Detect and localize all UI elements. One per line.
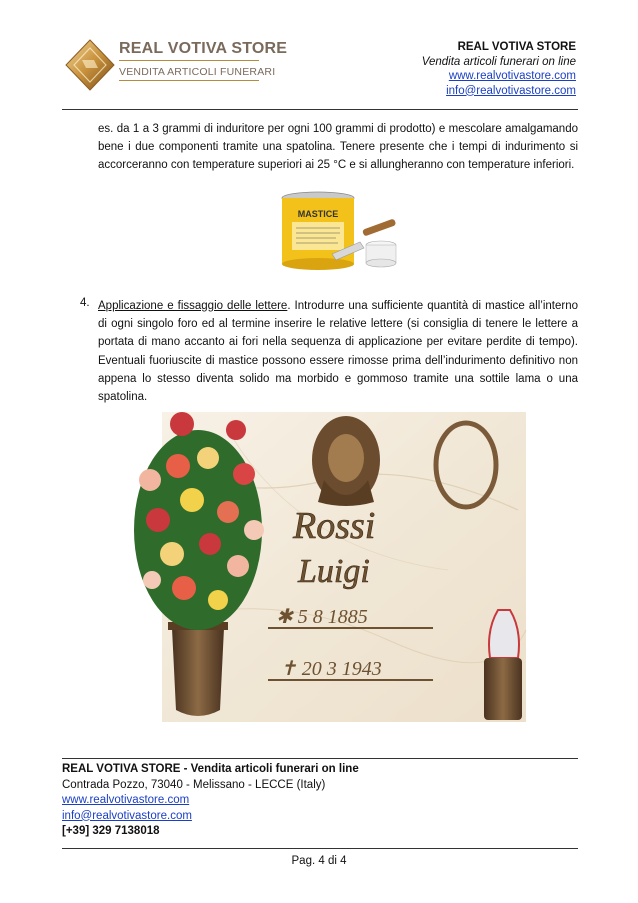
plaque-surname: Rossi [293,505,376,547]
header-website-link[interactable]: www.realvotivastore.com [448,70,576,82]
step-text: . Introdurre una sufficiente quantità di mastice all’interno di ogni singolo foro ed al termine inserire le relative lettere (si consiglia di tenere le lettere a portata di mano accanto ai fori nella sequenza di applicazione per evitare perdite di tempo). Eventuali fuoriuscite di mastice possono essere rimosse prima dell’indurimento definitivo non appena lo stesso diventa solido ma morbido e gommoso tramite una sottile lama o una spatolina. [98,300,578,404]
can-label: MASTICE [297,209,339,219]
header-company-name: REAL VOTIVA STORE [457,41,576,53]
footer-website-link[interactable]: www.realvotivastore.com [62,794,190,806]
intro-paragraph: es. da 1 a 3 grammi di induritore per ogni 100 grammi di prodotto) e mescolare amalgamando bene i due componenti tramite una spatolina. Tenere presente che i tempi di indurimento si accorceranno con temperature superiori ai 25 °C e si allungheranno con temperature inferiori. [98,123,578,172]
mastice-product-image [280,190,400,274]
header-contact [422,40,576,98]
header-divider [62,109,578,110]
plaque-name: Luigi [298,553,370,590]
footer-contact [62,762,359,840]
footer-email-link[interactable]: info@realvotivastore.com [62,809,192,822]
logo-subtitle: VENDITA ARTICOLI FUNERARI [119,66,276,78]
footer-company-line: REAL VOTIVA STORE - Vendita articoli funerari on line [62,763,359,775]
logo-title: REAL VOTIVA STORE [119,40,288,57]
footer-address: Contrada Pozzo, 73040 - Melissano - LECCE (Italy) [62,778,326,791]
step-heading: Applicazione e fissaggio delle lettere [98,300,288,312]
footer-phone: [+39] 329 7138018 [62,825,160,837]
footer-divider [62,758,578,759]
plaque-birth-date: ✱ 5 8 1885 [276,606,368,628]
company-logo [64,38,288,94]
pagenum-divider [62,848,578,849]
logo-emblem-icon [64,38,116,92]
page-number: Pag. 4 di 4 [291,855,347,867]
header-tagline: Vendita articoli funerari on line [421,55,576,68]
step-number: 4. [80,297,90,309]
memorial-plaque-image [128,410,528,728]
header-email-link[interactable]: info@realvotivastore.com [446,84,576,97]
step-paragraph [98,297,578,406]
plaque-death-date: ✝ 20 3 1943 [280,658,382,680]
